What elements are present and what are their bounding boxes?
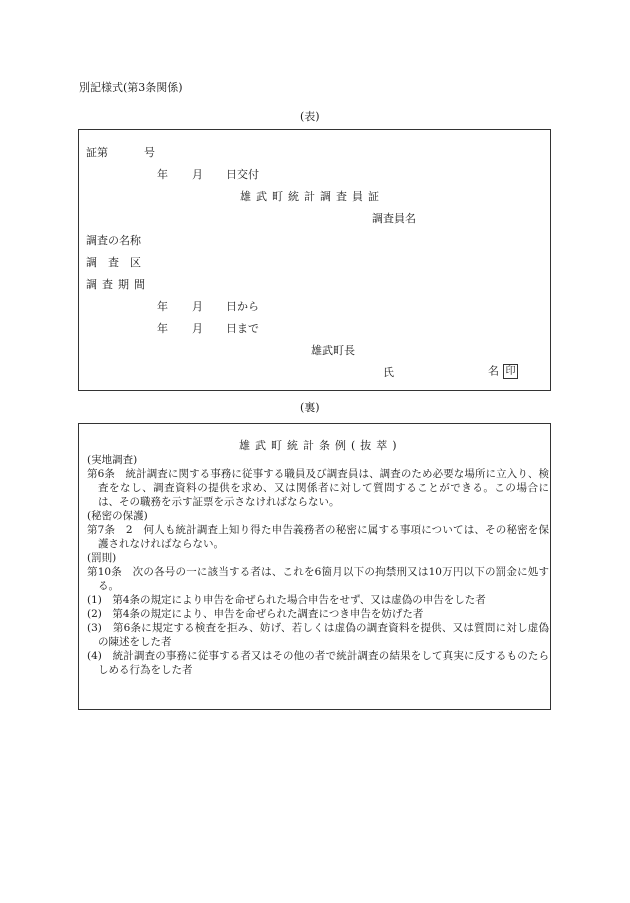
period-from-day: 日から (226, 300, 259, 313)
name-label-right (488, 364, 518, 379)
survey-name-label: 調査の名称 (86, 234, 141, 247)
name-label-left: 氏 (383, 366, 394, 379)
period-to-month: 月 (192, 322, 203, 335)
front-side-label: (表) (300, 110, 320, 123)
penalty-item-4: (4) 統計調査の事務に従事する者又はその他の者で統計調査の結果をして真実に反するものたらしめる行為をした者 (87, 650, 549, 676)
issue-year-label: 年 (157, 168, 168, 181)
ordinance-text (87, 453, 549, 677)
sec2-heading: (秘密の保護) (87, 510, 148, 522)
survey-period-label: 調査期間 (86, 278, 150, 291)
issue-month-label: 月 (192, 168, 203, 181)
penalty-item-2: (2) 第4条の規定により、申告を命ぜられた調査につき申告を妨げた者 (87, 608, 424, 620)
cert-number-prefix: 証第 (86, 146, 108, 159)
period-from-month: 月 (192, 300, 203, 313)
survey-area-label: 調 査 区 (86, 256, 141, 269)
name-label-right-text: 名 (488, 364, 499, 378)
issue-day-label: 日交付 (226, 168, 259, 181)
card-title: 雄武町統計調査員証 (240, 190, 384, 203)
sec3-body: 第10条 次の各号の一に該当する者は、これを6箇月以下の拘禁刑又は10万円以下の罰金に処する。 (87, 566, 549, 592)
sec2-body: 第7条 2 何人も統計調査上知り得た申告義務者の秘密に属する事項については、その秘密を保護されなければならない。 (87, 524, 549, 550)
sec3-heading: (罰則) (87, 552, 117, 564)
cert-number-suffix: 号 (144, 146, 155, 159)
investigator-name-label: 調査員名 (372, 212, 416, 225)
period-to-day: 日まで (226, 322, 259, 335)
back-side-label: (裏) (300, 401, 320, 414)
sec1-heading: (実地調査) (87, 454, 138, 466)
penalty-item-1: (1) 第4条の規定により申告を命ぜられた場合申告をせず、又は虚偽の申告をした者 (87, 594, 486, 606)
ordinance-title: 雄武町統計条例(抜萃) (239, 439, 402, 452)
mayor-label: 雄武町長 (311, 344, 355, 357)
period-from-year: 年 (157, 300, 168, 313)
sec1-body: 第6条 統計調査に関する事務に従事する職員及び調査員は、調査のため必要な場所に立入り、検査をなし、調査資料の提供を求め、又は関係者に対して質問することができる。この場合には、その職務を示す証票を示さなければならない。 (87, 468, 549, 508)
seal-icon: 印 (503, 364, 518, 379)
form-title: 別記様式(第3条関係) (79, 81, 183, 94)
penalty-item-3: (3) 第6条に規定する検査を拒み、妨げ、若しくは虚偽の調査資料を提供、又は質問に対し虚偽の陳述をした者 (87, 622, 549, 648)
period-to-year: 年 (157, 322, 168, 335)
